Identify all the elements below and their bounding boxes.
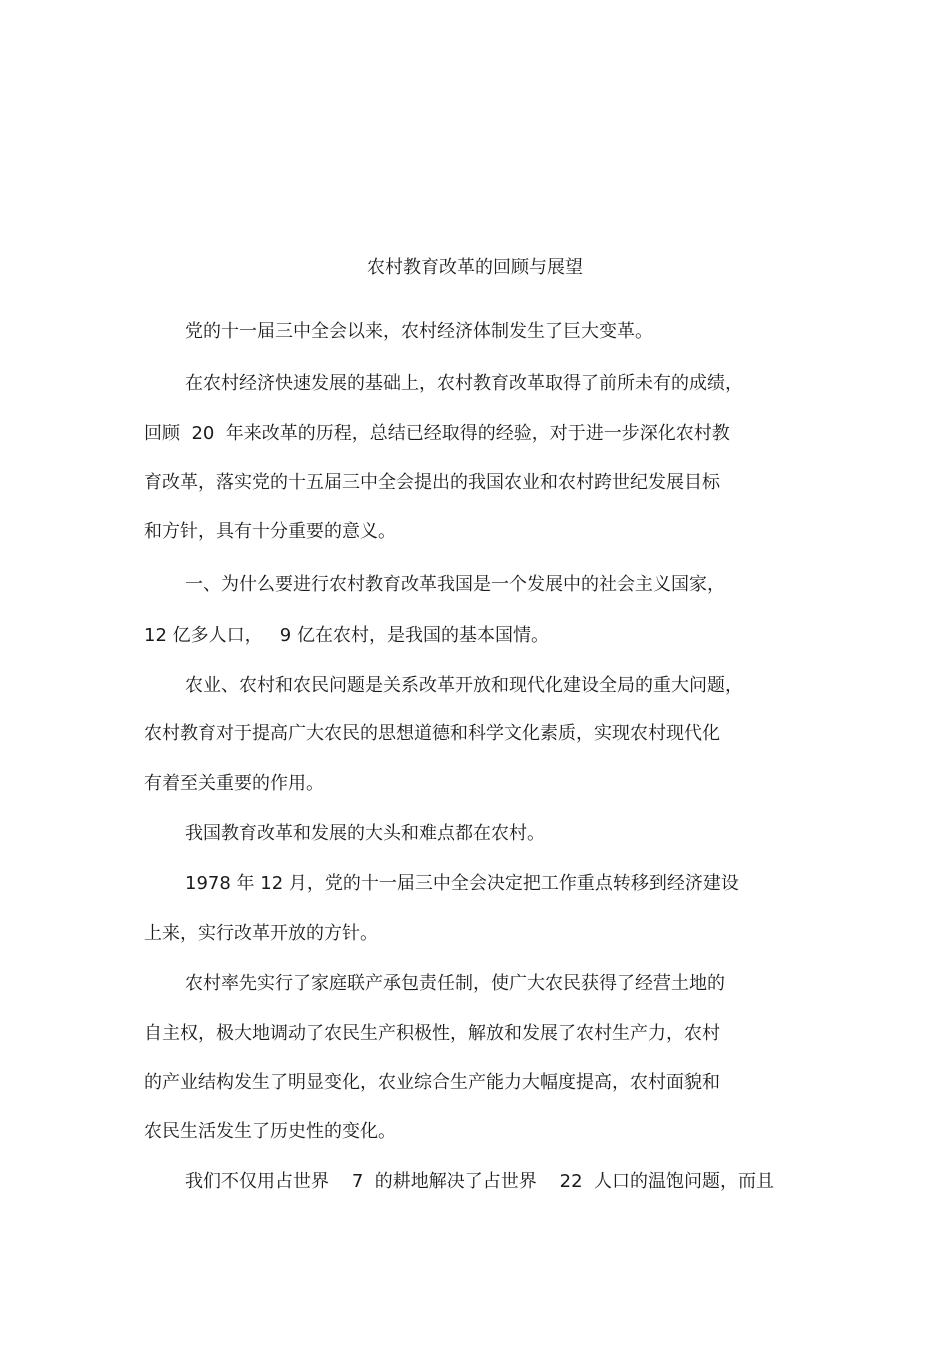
text-line: 我们不仅用占世界 7 的耕地解决了占世界 22 人口的温饱问题，而且 xyxy=(185,1171,775,1192)
text-line: 一、为什么要进行农村教育改革我国是一个发展中的社会主义国家， xyxy=(185,574,725,595)
text-line: 农民生活发生了历史性的变化。 xyxy=(144,1121,396,1142)
text-line: 的产业结构发生了明显变化，农业综合生产能力大幅度提高，农村面貌和 xyxy=(144,1072,720,1093)
document-title: 农村教育改革的回顾与展望 xyxy=(367,257,583,278)
text-line: 回顾 20 年来改革的历程，总结已经取得的经验，对于进一步深化农村教 xyxy=(144,423,730,444)
text-line: 我国教育改革和发展的大头和难点都在农村。 xyxy=(185,823,545,844)
text-line: 上来，实行改革开放的方针。 xyxy=(144,923,378,944)
text-line: 1978 年 12 月，党的十一届三中全会决定把工作重点转移到经济建设 xyxy=(185,873,739,894)
text-line: 育改革，落实党的十五届三中全会提出的我国农业和农村跨世纪发展目标 xyxy=(144,472,720,493)
text-line: 有着至关重要的作用。 xyxy=(144,773,324,794)
text-line: 党的十一届三中全会以来，农村经济体制发生了巨大变革。 xyxy=(185,321,653,342)
text-line: 12 亿多人口， 9 亿在农村，是我国的基本国情。 xyxy=(144,625,549,646)
text-line: 农村教育对于提高广大农民的思想道德和科学文化素质，实现农村现代化 xyxy=(144,723,720,744)
text-line: 和方针，具有十分重要的意义。 xyxy=(144,521,396,542)
text-line: 农业、农村和农民问题是关系改革开放和现代化建设全局的重大问题， xyxy=(185,675,743,696)
text-line: 农村率先实行了家庭联产承包责任制，使广大农民获得了经营土地的 xyxy=(185,973,725,994)
text-line: 自主权，极大地调动了农民生产积极性，解放和发展了农村生产力，农村 xyxy=(144,1023,720,1044)
text-line: 在农村经济快速发展的基础上，农村教育改革取得了前所未有的成绩， xyxy=(185,373,743,394)
